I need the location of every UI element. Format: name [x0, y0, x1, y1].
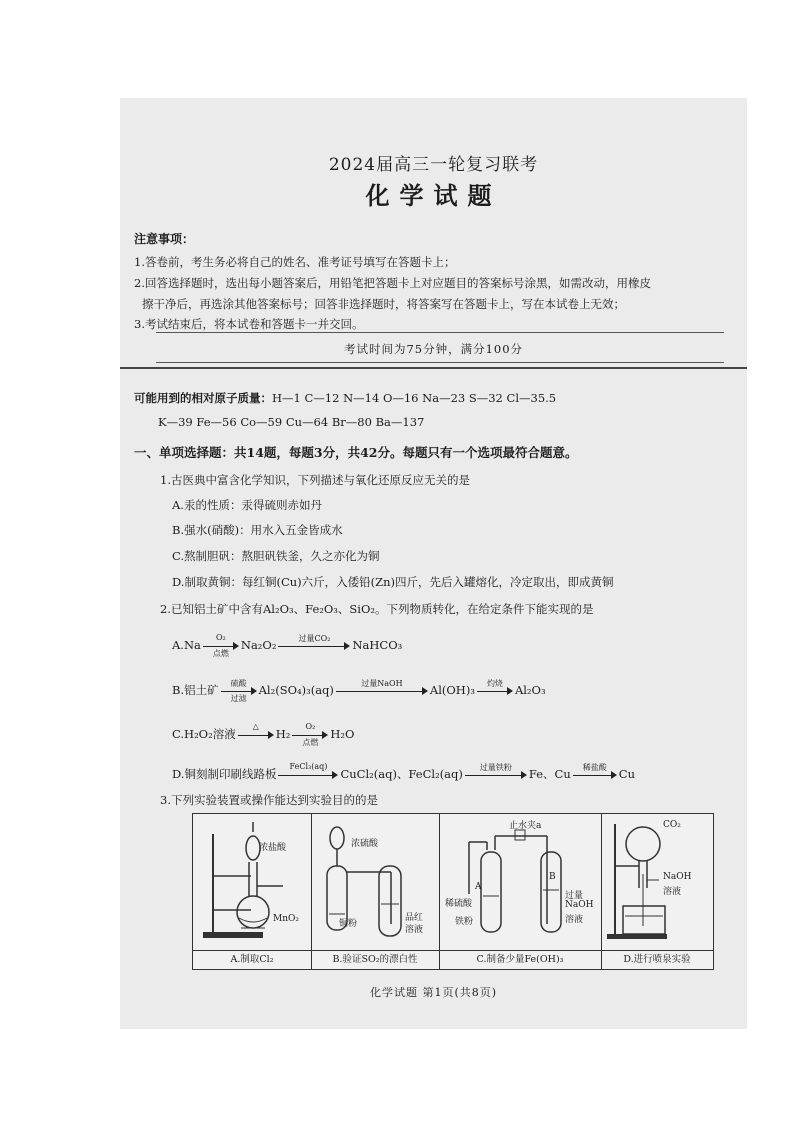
label-tube-a: A: [475, 882, 482, 892]
divider: [120, 367, 747, 369]
label-naoh: NaOH: [565, 900, 594, 910]
question-3-stem: 3.下列实验装置或操作能达到实验目的的是: [160, 793, 378, 807]
question-1-stem: 1.古医典中富含化学知识，下列描述与氧化还原反应无关的是: [160, 473, 470, 487]
two-tube-apparatus-icon: [439, 814, 601, 951]
exam-title: 2024届高三一轮复习联考: [328, 155, 539, 175]
section-heading: 一、单项选择题：共14题，每题3分，共42分。每题只有一个选项最符合题意。: [134, 445, 578, 460]
divider: [156, 362, 724, 363]
label-solution: 溶液: [405, 925, 424, 935]
question-2-option-b: B.铝土矿 硫酸 过滤 Al₂(SO₄)₃(aq) 过量NaOH Al(OH)₃ 灼烧 Al₂O₃: [172, 679, 546, 703]
label-magenta: 品红: [405, 913, 424, 923]
atomic-mass-label: 可能用到的相对原子质量：: [134, 391, 272, 405]
caption-a: A.制取Cl₂: [193, 950, 311, 969]
label-naoh-d: NaOH: [663, 872, 692, 882]
notice-line-4: 3.考试结束后，将本试卷和答题卡一并交回。: [134, 317, 364, 331]
label-co2: CO₂: [663, 820, 681, 830]
figure-c: [439, 814, 602, 969]
label-excess: 过量: [565, 891, 584, 901]
label-clamp: 止水夹a: [509, 821, 542, 831]
question-1-option-b: B.强水(硝酸)：用水入五金皆成水: [172, 523, 343, 537]
question-1-option-c: C.熬制胆矾：熬胆矾铁釜，久之亦化为铜: [172, 549, 380, 563]
atomic-mass-line-2: K—39 Fe—56 Co—59 Cu—64 Br—80 Ba—137: [158, 415, 425, 429]
atomic-mass-line-1: 可能用到的相对原子质量：H—1 C—12 N—14 O—16 Na—23 S—32 Cl—35.5: [134, 391, 557, 405]
notice-line-1: 1.答卷前，考生务必将自己的姓名、准考证号填写在答题卡上；: [134, 255, 456, 269]
question-1-option-d: D.制取黄铜：每红铜(Cu)六斤，入倭铅(Zn)四斤，先后入罐熔化，冷定取出，即成黄铜: [172, 575, 614, 589]
apparatus-figure: [192, 813, 714, 970]
notice-line-3: 擦干净后，再选涂其他答案标号；回答非选择题时，将答案写在答题卡上，写在本试卷上无效；: [142, 297, 625, 311]
page-footer: 化学试题 第1页(共8页): [369, 986, 498, 999]
label-naoh-solution: 溶液: [565, 915, 584, 925]
label-solution-d: 溶液: [663, 887, 682, 897]
notice-line-2: 2.回答选择题时，选出每小题答案后，用铅笔把答题卡上对应题目的答案标号涂黑，如需改动，用橡皮: [134, 276, 651, 290]
exam-page: [120, 98, 747, 1029]
caption-d: D.进行喷泉实验: [601, 950, 713, 969]
exam-time: 考试时间为75分钟，满分100分: [343, 342, 524, 356]
flask-apparatus-icon: [193, 814, 311, 951]
label-conc-h2so4: 浓硫酸: [351, 839, 379, 849]
subject-title: 化学试题: [365, 181, 502, 210]
question-2-option-c: C.H₂O₂溶液 △ H₂ O₂ 点燃 H₂O: [172, 722, 355, 747]
caption-b: B.验证SO₂的漂白性: [311, 950, 439, 969]
label-iron: 铁粉: [455, 917, 474, 927]
divider: [156, 332, 724, 333]
label-tube-b: B: [549, 872, 556, 882]
figure-d: [601, 814, 713, 969]
label-mno2: MnO₂: [273, 914, 299, 924]
figure-a: [193, 814, 312, 969]
label-dilute-h2so4: 稀硫酸: [445, 899, 473, 909]
caption-c: C.制备少量Fe(OH)₃: [439, 950, 601, 969]
figure-b: [311, 814, 440, 969]
question-2-stem: 2.已知铝土矿中含有Al₂O₃、Fe₂O₃、SiO₂。下列物质转化，在给定条件下能实现的是: [160, 602, 594, 616]
notice-heading: 注意事项：: [134, 232, 195, 246]
question-2-option-d: D.铜刻制印刷线路板 FeCl₃(aq) CuCl₂(aq)、FeCl₂(aq) 过量铁粉 Fe、Cu 稀盐酸 Cu: [172, 762, 635, 781]
label-conc-hcl: 浓盐酸: [259, 843, 287, 853]
fountain-apparatus-icon: [601, 814, 713, 951]
label-copper: 铜粉: [339, 919, 358, 929]
question-1-option-a: A.汞的性质：汞得硫则赤如丹: [172, 498, 322, 512]
question-2-option-a: A.Na O₂ 点燃 Na₂O₂ 过量CO₂ NaHCO₃: [172, 633, 403, 658]
